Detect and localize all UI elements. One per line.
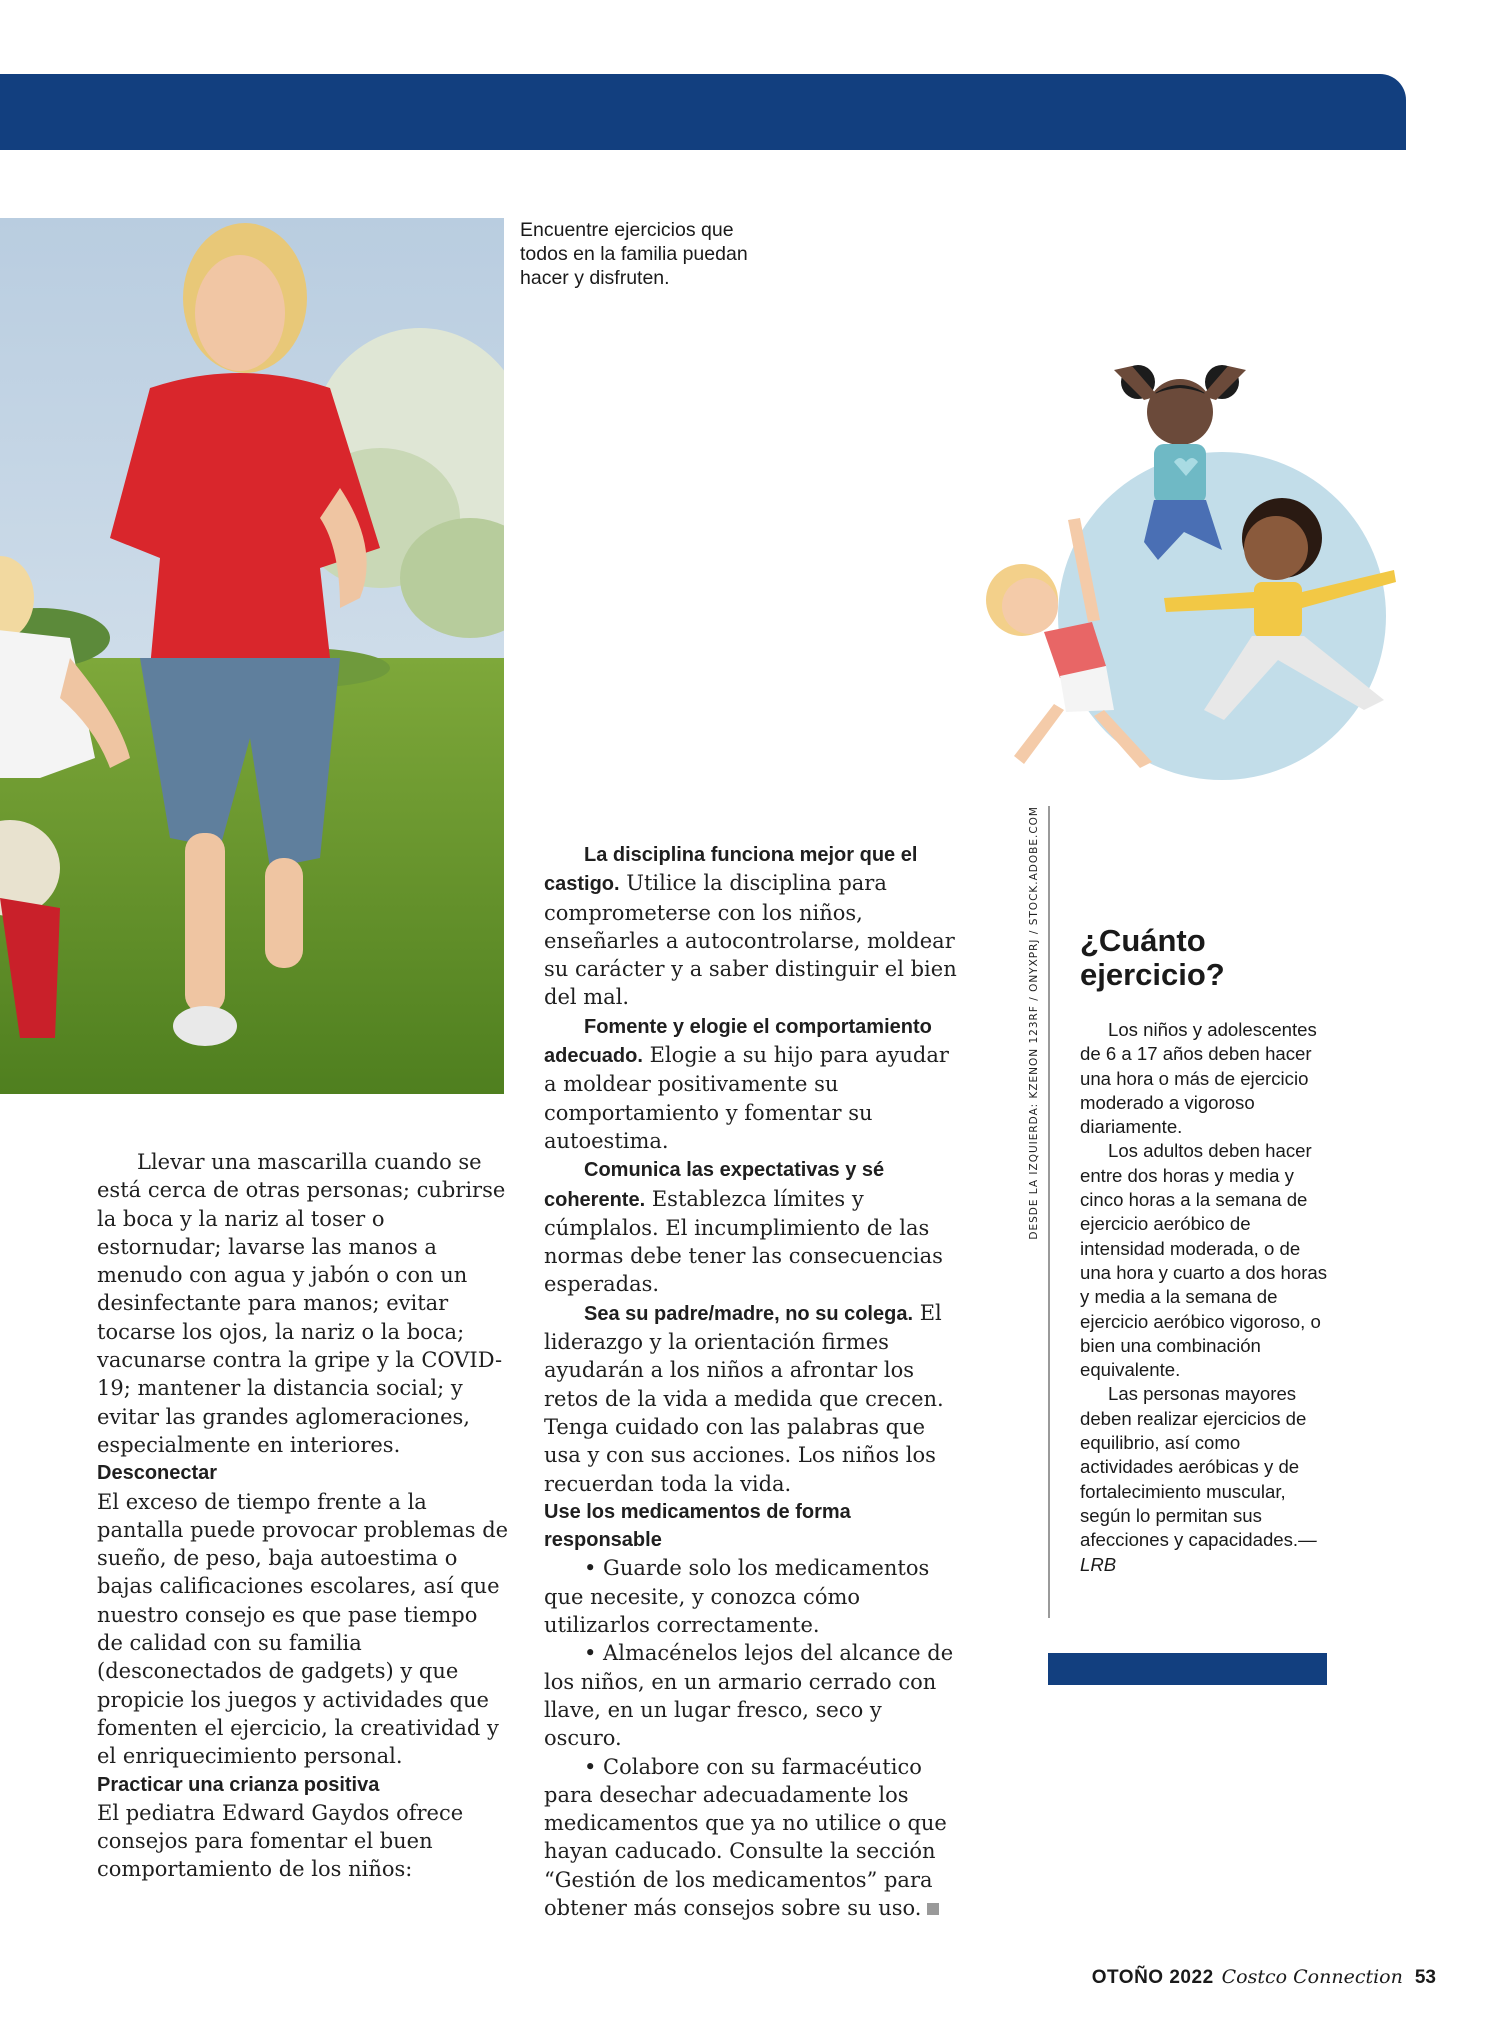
sidebar-divider	[1048, 806, 1050, 1618]
tip-lead: Sea su padre/madre, no su colega.	[584, 1302, 914, 1325]
page-number: 53	[1414, 1967, 1436, 1988]
sidebar-signature: —LRB	[1080, 1529, 1317, 1575]
sidebar-footer-bar	[1048, 1653, 1327, 1685]
kids-yoga-illustration	[964, 360, 1414, 780]
tip-paragraph: Comunica las expectativas y sé coherente. Establezca límites y cúmplalos. El incumplimiento de las normas debe tener las consecuencias esperadas.	[544, 1159, 943, 1297]
sidebar-paragraph: Los niños y adolescentes de 6 a 17 años deben hacer una hora o más de ejercicio moderado a vigoroso diariamente.	[1080, 1019, 1317, 1138]
intro-paragraph: Llevar una mascarilla cuando se está cerca de otras personas; cubrirse la boca y la nariz al toser o estornudar; lavarse las manos a menudo con agua y jabón o con un desinfectante para manos; evitar tocarse los ojos, la nariz o la boca; vacunarse contra la gripe y la COVID-19; mantener la distancia social; y evitar las grandes aglomeraciones, especialmente en interiores.	[97, 1150, 506, 1457]
tip-lead: Comunica las expectativas y sé coherente.	[544, 1159, 885, 1211]
photo-credit: DESDE LA IZQUIERDA: KZENON 123RF / ONYXPRJ / STOCK.ADOBE.COM	[1028, 806, 1040, 1240]
footer-magazine: Costco Connection	[1221, 1966, 1403, 1988]
footer-season: OTOÑO 2022	[1091, 1967, 1214, 1988]
tip-paragraph: Fomente y elogie el comportamiento adecuado. Elogie a su hijo para ayudar a moldear positivamente su comportamiento y fomentar su autoestima.	[544, 1015, 949, 1153]
end-of-article-icon	[927, 1903, 939, 1915]
medications-item: • Colabore con su farmacéutico para desechar adecuadamente los medicamentos que ya no utilice o que hayan caducado. Consulte la sección “Gestión de los medicamentos” para obtener más consejos sobre su uso.	[544, 1754, 947, 1920]
page-footer	[1092, 1966, 1436, 1989]
article-column-1	[97, 1148, 509, 1884]
medications-item: • Almacénelos lejos del alcance de los niños, en un armario cerrado con llave, en un lugar fresco, seco y oscuro.	[544, 1641, 954, 1751]
sidebar-body	[1080, 1018, 1332, 1577]
tip-paragraph: La disciplina funciona mejor que el castigo. Utilice la disciplina para comprometerse con los niños, enseñarles a autocontrolarse, moldear su carácter y a saber distinguir el bien del mal.	[544, 844, 957, 1010]
tip-lead: La disciplina funciona mejor que el castigo.	[544, 844, 918, 896]
parenting-heading: Practicar una crianza positiva	[97, 1773, 380, 1796]
article-column-2	[544, 840, 962, 1922]
medications-item: • Guarde solo los medicamentos que necesite, y conozca cómo utilizarlos correctamente.	[544, 1556, 930, 1638]
photo-illustration	[0, 218, 504, 1094]
disconnect-paragraph: El exceso de tiempo frente a la pantalla puede provocar problemas de sueño, de peso, baja autoestima o bajas calificaciones escolares, así que nuestro consejo es que pase tiempo de calidad con su familia (desconectados de gadgets) y que propicie los juegos y actividades que fomenten el ejercicio, la creatividad y el enriquecimiento personal.	[97, 1489, 509, 1769]
sidebar-paragraph: Los adultos deben hacer entre dos horas y media y cinco horas a la semana de ejercicio aeróbico de intensidad moderada, o de una hora y cuarto a dos horas y media a la semana de ejercicio aeróbico vigoroso, o bien una combinación equivalente.	[1080, 1140, 1328, 1381]
sidebar-paragraph: Las personas mayores deben realizar ejercicios de equilibrio, así como actividades aeróbicas y de fortalecimiento muscular, según lo permitan sus afecciones y capacidades.—LRB	[1080, 1383, 1317, 1575]
parenting-paragraph: El pediatra Edward Gaydos ofrece consejos para fomentar el buen comportamiento de los niños:	[97, 1800, 464, 1882]
photo-caption: Encuentre ejercicios que todos en la familia puedan hacer y disfruten.	[520, 219, 748, 289]
tip-lead: Fomente y elogie el comportamiento adecuado.	[544, 1015, 932, 1068]
sidebar-title: ¿Cuánto ejercicio?	[1080, 923, 1225, 992]
tip-paragraph: Sea su padre/madre, no su colega. El liderazgo y la orientación firmes ayudarán a los niños a afrontar los retos de la vida a medida que crecen. Tenga cuidado con las palabras que usa y con sus acciones. Los niños los recuerdan toda la vida.	[544, 1300, 944, 1496]
disconnect-heading: Desconectar	[97, 1462, 218, 1485]
header-bar	[0, 74, 1406, 150]
medications-heading: Use los medicamentos de forma responsable	[544, 1500, 851, 1552]
family-running-photo	[0, 218, 504, 1094]
